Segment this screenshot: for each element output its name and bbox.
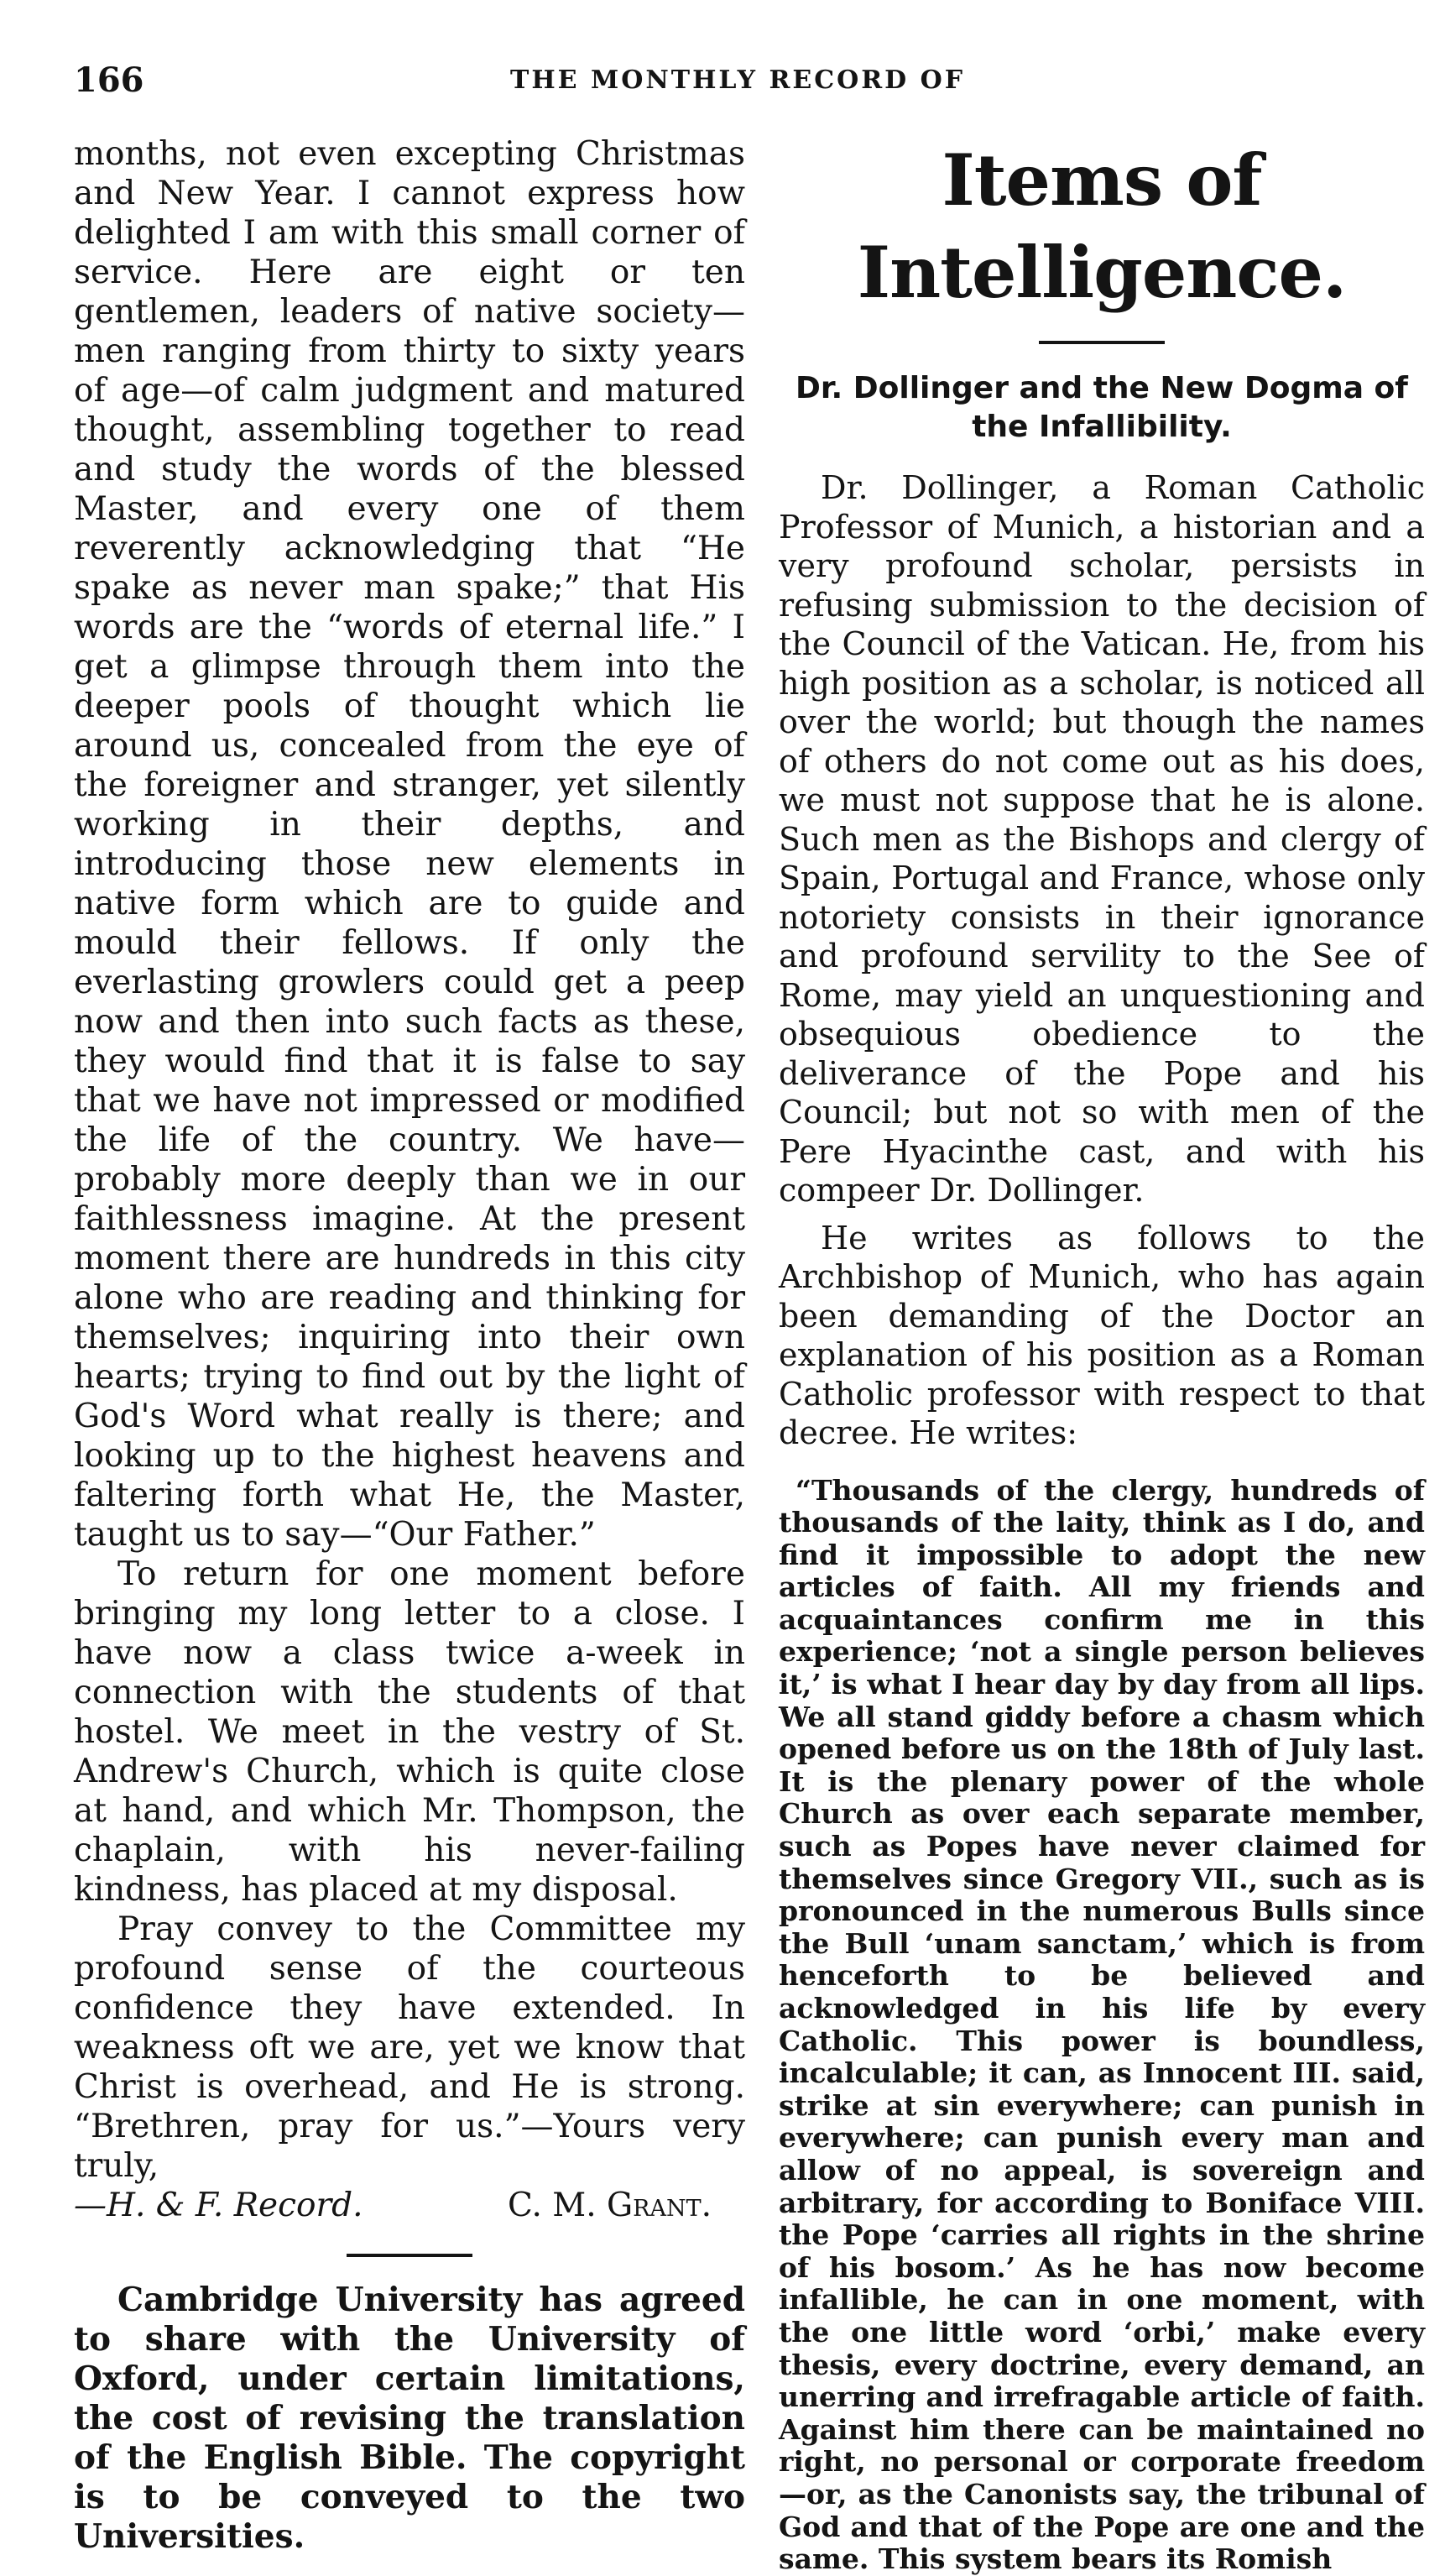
section-title: Items of Intelligence. xyxy=(857,138,1347,314)
letter-signoff xyxy=(74,2186,745,2225)
left-column xyxy=(74,134,745,2557)
right-column xyxy=(779,134,1425,2576)
signoff-name: C. M. Grant. xyxy=(508,2187,712,2224)
running-head xyxy=(74,60,1411,111)
page-number: 166 xyxy=(74,60,144,100)
signoff-source: —H. & F. Record. xyxy=(74,2187,363,2224)
letter-paragraph-3: Pray convey to the Committee my profound sense of the courteous confidence they have extended. In weakness oft we are, yet we know that Christ is overhead, and He is strong. “Brethren, pray for us.”—Yours very truly, xyxy=(74,1910,745,2185)
letter-paragraph-2: To return for one moment before bringing my long letter to a close. I have now a class twice a-week in connection with the students of that hostel. We meet in the vestry of St. Andrew's Church, which is quite close at hand, and which Mr. Thompson, the chaplain, with his never-failing kindness, has placed at my disposal. xyxy=(74,1555,745,1909)
article-paragraph-2: He writes as follows to the Archbishop of Munich, who has again been demanding of the Doctor an explanation of his position as a Roman Catholic professor with respect to that decree. He writes: xyxy=(779,1219,1425,1451)
article-heading: Dr. Dollinger and the New Dogma of the Infallibility. xyxy=(796,371,1408,444)
letter-paragraph-1: months, not even excepting Christmas and New Year. I cannot express how delighted I am with this small corner of service. Here are eight or ten gentlemen, leaders of native society—men ranging from thirty to sixty years of age—of calm judgment and matured thought, assembling together to read and study the words of the blessed Master, and every one of them reverently acknowledging that “He spake as never man spake;” that His words are the “words of eternal life.” I get a glimpse through them into the deeper pools of thought which lie around us, concealed from the eye of the foreigner and stranger, yet silently working in their depths, and introducing those new elements in native form which are to guide and mould their fellows. If only the everlasting growlers could get a peep now and then into such facts as these, they would find that it is false to say that we have not impressed or modified the life of the country. We have—probably more deeply than we in our faithlessness imagine. At the present moment there are hundreds in this city alone who are reading and thinking for themselves; inquiring into their own hearts; trying to find out by the light of God's Word what really is there; and looking up to the highest heavens and faltering forth what He, the Master, taught us to say—“Our Father.” xyxy=(74,135,745,1554)
article-paragraph-1: Dr. Dollinger, a Roman Catholic Professor of Munich, a historian and a very profound scholar, persists in refusing submission to the decision of the Council of the Vatican. He, from his high position as a scholar, is noticed all over the world; but though the names of others do not come out as his does, we must not suppose that he is alone. Such men as the Bishops and clergy of Spain, Portugal and France, whose only notoriety consists in their ignorance and profound servility to the See of Rome, may yield an unquestioning and obsequious obedience to the deliverance of the Pope and his Council; but not so with men of the Pere Hyacinthe cast, and with his compeer Dr. Dollinger. xyxy=(779,469,1425,1209)
cambridge-notice: Cambridge University has agreed to share with the University of Oxford, under certain limitations, the cost of revising the translation of the English Bible. The copyright is to be conveyed to the two Universities. xyxy=(74,2281,745,2556)
title-divider xyxy=(1039,341,1165,344)
section-divider xyxy=(347,2254,472,2257)
dollinger-quote: “Thousands of the clergy, hundreds of thousands of the laity, think as I do, and find it impossible to adopt the new articles of faith. All my friends and acquaintances confirm me in this experience; ‘not a single person believes it,’ is what I hear day by day from all lips. We all stand giddy before a chasm which opened before us on the 18th of July last. It is the plenary power of the whole Church as over each separate member, such as Popes have never claimed for themselves since Gregory VII., such as is pronounced in the numerous Bulls since the Bull ‘unam sanctam,’ which is from henceforth to be believed and acknowledged in his life by every Catholic. This power is boundless, incalculable; it can, as Innocent III. said, strike at sin everywhere; can punish in everywhere; can punish every man and allow of no appeal, is sovereign and arbitrary, for according to Boniface VIII. the Pope ‘carries all rights in the shrine of his bosom.’ As he has now become infallible, he can in one moment, with the one little word ‘orbi,’ make every thesis, every doctrine, every demand, an unerring and irrefragable article of faith. Against him there can be maintained no right, no personal or corporate freedom—or, as the Canonists say, the tribunal of God and that of the Pope are one and the same. This system bears its Romish xyxy=(779,1473,1425,2576)
journal-title: THE MONTHLY RECORD OF xyxy=(510,65,966,95)
